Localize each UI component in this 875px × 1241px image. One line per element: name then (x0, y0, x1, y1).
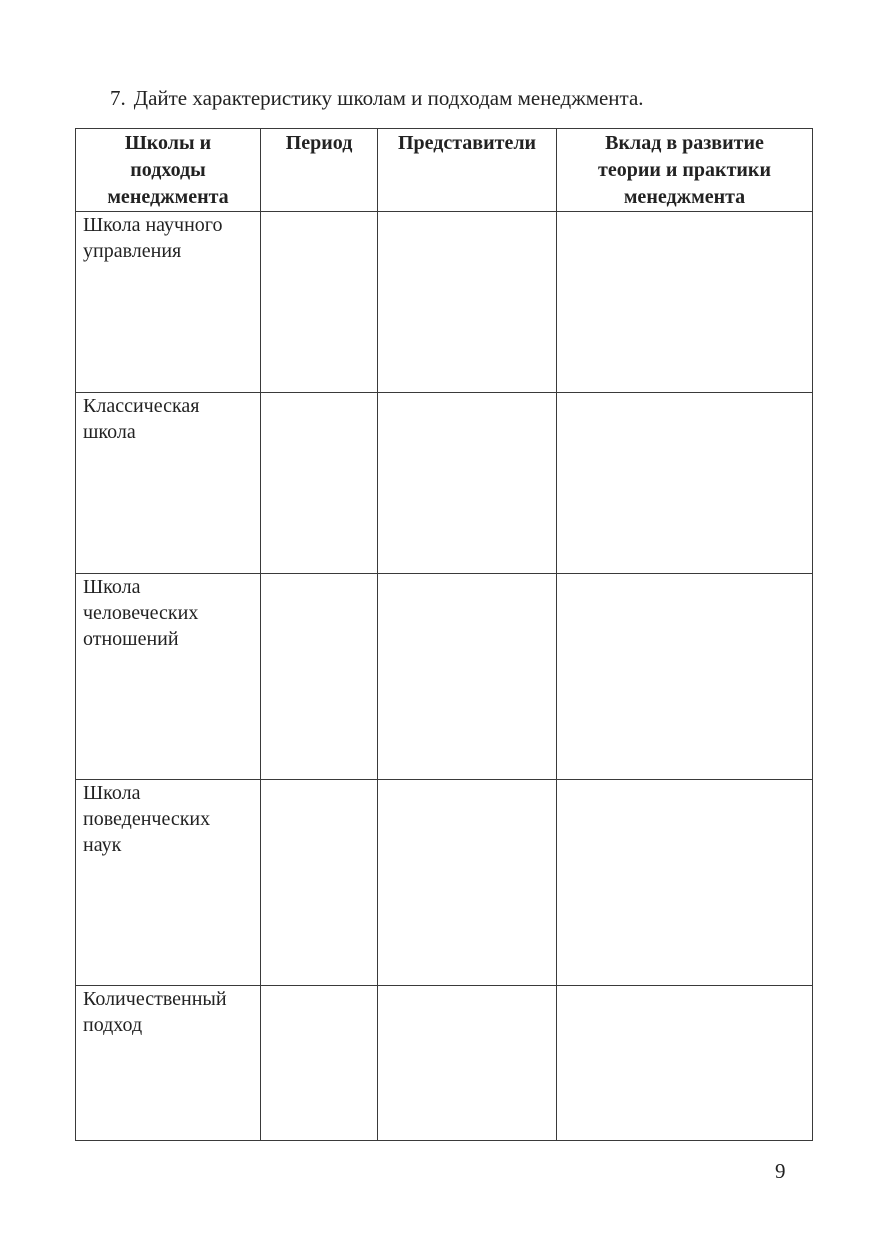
period-cell[interactable] (261, 393, 378, 574)
task-text: Дайте характеристику школам и подходам менеджмента. (133, 86, 644, 110)
table-row (76, 212, 813, 393)
header-schools (76, 129, 261, 212)
header-line: подходы (130, 159, 206, 181)
table-row (76, 574, 813, 780)
row-label-line: Классическая (83, 395, 200, 417)
representatives-cell[interactable] (378, 212, 557, 393)
table-row (76, 393, 813, 574)
header-line: Представители (397, 132, 537, 154)
row-label-line: школа (83, 421, 136, 443)
page-number: 9 (775, 1159, 786, 1183)
row-label-line: подход (83, 1014, 143, 1036)
header-line: Период (285, 132, 353, 154)
header-contribution (557, 129, 813, 212)
contribution-cell[interactable] (557, 212, 813, 393)
contribution-cell[interactable] (557, 574, 813, 780)
contribution-cell[interactable] (557, 780, 813, 986)
representatives-cell[interactable] (378, 986, 557, 1141)
period-cell[interactable] (261, 212, 378, 393)
row-label-line: наук (83, 834, 122, 856)
representatives-cell[interactable] (378, 393, 557, 574)
header-line: менеджмента (107, 186, 229, 208)
period-cell[interactable] (261, 986, 378, 1141)
row-label-line: человеческих (83, 602, 199, 624)
table-row (76, 986, 813, 1141)
row-label-line: Школа (83, 782, 141, 804)
representatives-cell[interactable] (378, 574, 557, 780)
table-row (76, 780, 813, 986)
row-label-line: поведенческих (83, 808, 211, 830)
row-label-classical-school (76, 393, 261, 574)
row-label-scientific-management (76, 212, 261, 393)
row-label-quantitative-approach (76, 986, 261, 1141)
row-label-line: Школа (83, 576, 141, 598)
header-line: Вклад в развитие (605, 132, 764, 154)
header-line: теории и практики (598, 159, 771, 181)
header-period (261, 129, 378, 212)
row-label-line: Школа научного (83, 214, 223, 236)
period-cell[interactable] (261, 780, 378, 986)
period-cell[interactable] (261, 574, 378, 780)
header-line: Школы и (124, 132, 212, 154)
row-label-line: управления (83, 240, 182, 262)
contribution-cell[interactable] (557, 393, 813, 574)
representatives-cell[interactable] (378, 780, 557, 986)
header-representatives (378, 129, 557, 212)
row-label-human-relations (76, 574, 261, 780)
row-label-line: отношений (83, 628, 179, 650)
header-line: менеджмента (623, 186, 746, 208)
table-header-row (76, 129, 813, 212)
row-label-behavioral-sciences (76, 780, 261, 986)
task-heading (110, 84, 644, 112)
task-number: 7. (110, 86, 126, 110)
schools-table (75, 128, 813, 1141)
row-label-line: Количественный (83, 988, 227, 1010)
contribution-cell[interactable] (557, 986, 813, 1141)
